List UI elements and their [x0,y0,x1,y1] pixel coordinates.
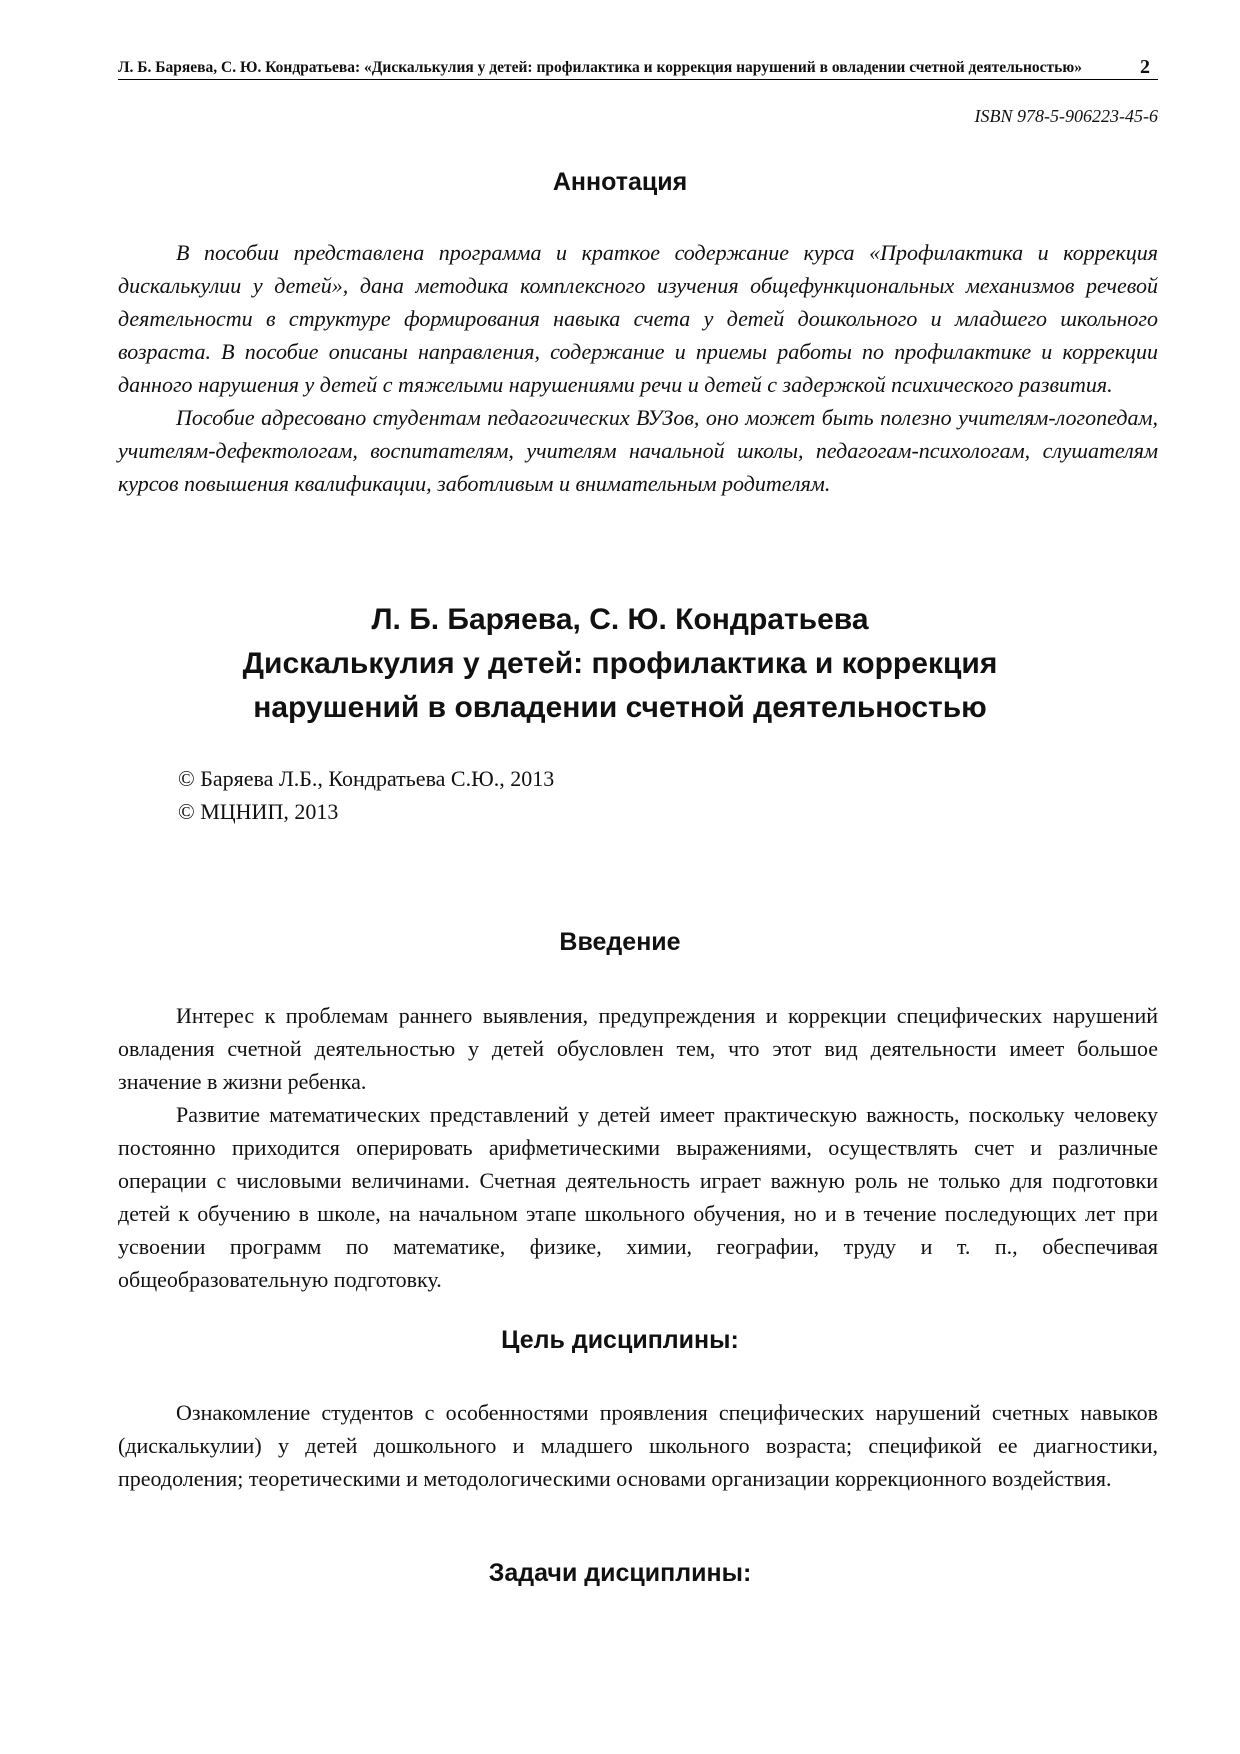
page-number: 2 [1140,56,1150,78]
isbn: ISBN 978-5-906223-45-6 [974,106,1158,126]
introduction-paragraph: Развитие математических представлений у детей имеет практическую важность, поскольку человеку постоянно приходится оперировать арифметическими выражениями, осуществлять счет и различные операции с числовыми величинами. Счетная деятельность играет важную роль не только для подготовки детей к обучению в школе, на начальном этапе школьного обучения, но и в течение последующих лет при усвоении программ по математике, физике, химии, географии, труду и т. п., обеспечивая общеобразовательную подготовку. [118,1102,1158,1292]
annotation-heading: Аннотация [552,168,688,196]
copyright-block [178,762,554,828]
copyright-publisher: © МЦНИП, 2013 [178,799,339,824]
book-title-block [0,598,1240,730]
goal-text [118,1396,1158,1495]
annotation-paragraph: Пособие адресовано студентам педагогических ВУЗов, оно может быть полезно учителям-логопедам, учителям-дефектологам, воспитателям, учителям начальной школы, педагогам-психологам, слушателям курсов повышения квалификации, заботливым и внимательным родителям. [118,405,1158,496]
tasks-heading: Задачи дисциплины: [488,1559,752,1587]
authors: Л. Б. Баряева, С. Ю. Кондратьева [371,603,869,636]
introduction-heading: Введение [559,928,681,956]
running-header: Л. Б. Баряева, С. Ю. Кондратьева: «Дискалькулия у детей: профилактика и коррекция нарушений в овладении счетной деятельностью» [118,58,1158,80]
annotation-text [118,236,1158,500]
annotation-paragraph: В пособии представлена программа и краткое содержание курса «Профилактика и коррекция дискалькулии у детей», дана методика комплексного изучения общефункциональных механизмов речевой деятельности в структуре формирования навыка счета у детей дошкольного и младшего школьного возраста. В пособие описаны направления, содержание и приемы работы по профилактике и коррекции данного нарушения у детей с тяжелыми нарушениями речи и детей с задержкой психического развития. [118,240,1158,397]
book-title-line: нарушений в овладении счетной деятельностью [253,691,987,724]
book-title-line: Дискалькулия у детей: профилактика и коррекция [242,647,998,680]
introduction-text [118,999,1158,1296]
goal-paragraph: Ознакомление студентов с особенностями проявления специфических нарушений счетных навыков (дискалькулии) у детей дошкольного и младшего школьного возраста; спецификой ее диагностики, преодоления; теоретическими и методологическими основами организации коррекционного воздействия. [118,1400,1158,1491]
goal-heading: Цель дисциплины: [501,1326,739,1354]
introduction-paragraph: Интерес к проблемам раннего выявления, предупреждения и коррекции специфических нарушений овладения счетной деятельностью у детей обусловлен тем, что этот вид деятельности имеет большое значение в жизни ребенка. [118,1003,1158,1094]
copyright-authors: © Баряева Л.Б., Кондратьева С.Ю., 2013 [178,766,555,791]
